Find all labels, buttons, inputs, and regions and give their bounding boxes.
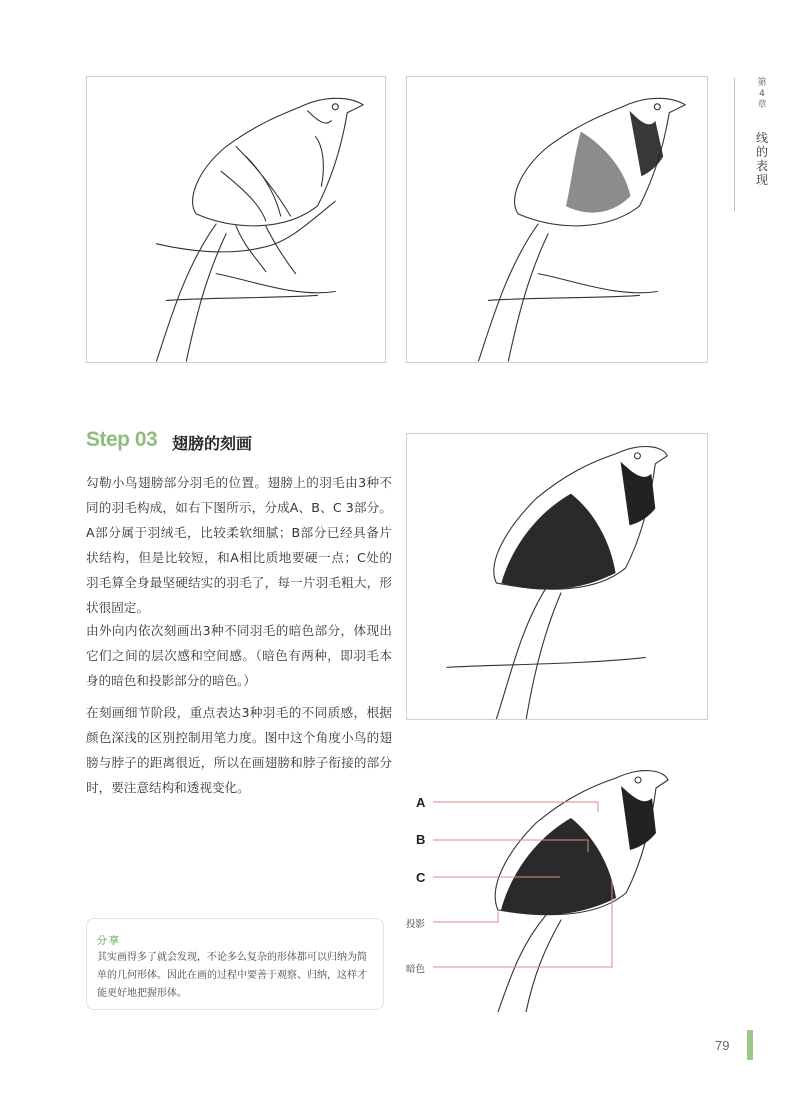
chapter-number-prefix: 第	[757, 78, 767, 88]
bird-wing-detail	[406, 433, 708, 720]
bird-sketch-shaded-drawing	[407, 77, 707, 362]
step-label: Step 03	[86, 428, 158, 451]
label-dark: 暗色	[406, 964, 426, 975]
paragraph-2: 由外向内依次刻画出3种不同羽毛的暗色部分，体现出它们之间的层次感和空间感。（暗色有两种，即羽毛本身的暗色和投影部分的暗色。）	[86, 623, 392, 688]
chapter-title: 线的表现	[755, 131, 768, 187]
bird-sketch-outline-drawing	[87, 77, 385, 362]
bird-wing-detail-drawing	[407, 434, 707, 719]
chapter-tab	[754, 78, 770, 187]
page-number: 79	[715, 1038, 730, 1053]
paragraph-3: 在刻画细节阶段，重点表达3种羽毛的不同质感，根据颜色深浅的区别控制用笔力度。图中这个角度小鸟的翅膀与脖子的距离很近，所以在画翅膀和脖子衔接的部分时，要注意结构和透视变化。	[86, 705, 392, 795]
chapter-number: 4	[759, 89, 765, 99]
bird-wing-annotated	[406, 760, 708, 1012]
paragraph-1: 勾勒小鸟翅膀部分羽毛的位置。翅膀上的羽毛由3种不同的羽毛构成，如右下图所示，分成A、B、C 3部分。A部分属于羽绒毛，比较柔软细腻；B部分已经具备片状结构，但是比较短，和A相比质地要硬一点；C处的羽毛算全身最坚硬结实的羽毛了，每一片羽毛粗大，形状很固定。	[86, 475, 392, 615]
page-number-bar	[747, 1030, 753, 1060]
bird-sketch-shaded	[406, 76, 708, 363]
label-c: C	[416, 870, 426, 885]
chapter-number-suffix: 章	[757, 100, 767, 110]
chapter-divider	[734, 78, 735, 211]
share-title: 分享	[97, 936, 121, 947]
bird-wing-annotated-drawing	[406, 760, 708, 1012]
label-b: B	[416, 832, 426, 847]
share-text: 其实画得多了就会发现，不论多么复杂的形体都可以归纳为简单的几何形体。因此在画的过程中要善于观察、归纳，这样才能更好地把握形体。	[97, 952, 367, 999]
bird-sketch-outline	[86, 76, 386, 363]
label-a: A	[416, 795, 426, 810]
label-shadow: 投影	[406, 919, 426, 930]
step-title: 翅膀的刻画	[172, 434, 253, 453]
share-tip-box	[86, 918, 384, 1010]
